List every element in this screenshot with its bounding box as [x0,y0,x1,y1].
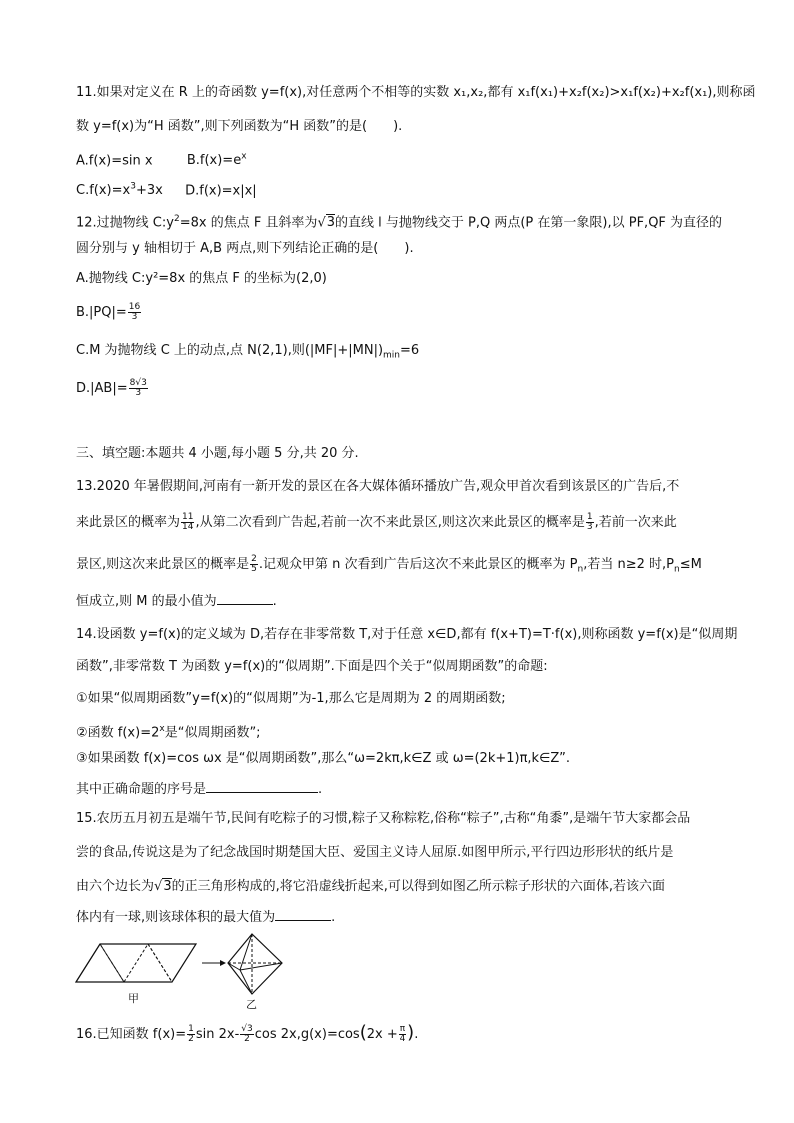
q12-option-d: D.|AB|= $\frac{8√3}{3}$ [76,378,147,398]
sqrt-3: 3 [326,215,336,231]
fraction-8sqrt3-3: $\frac{8√3}{3}$ [129,378,147,398]
q11-options-cd [76,176,721,202]
q12-option-a: A.抛物线 C:y²=8x 的焦点 F 的坐标为(2,0) [76,271,327,286]
q11-option-b: $B.f(x)=e^x$ [186,152,247,169]
fold-lines [100,944,172,982]
q14-item2: ②函数 $f(x)=2^x$是“似周期函数”; [76,724,261,741]
q12-option-c: C.M 为抛物线 C 上的动点,点 N(2,1),则$(|MF|+|MN|)_{min}=6$ [76,343,420,361]
q11-line1: 11.如果对定义在 R 上的奇函数 y=f(x),对任意两个不相等的实数 x₁,x₂,都有 x₁f(x₁)+x₂f(x₂)>x₁f(x₂)+x₂f(x₁),则称函 [76,85,756,100]
q11-option-d: D.f(x)=x|x| [185,183,257,199]
q14-line2: 函数”,非零常数 T 为函数 y=f(x)的“似周期”.下面是四个关于“似周期函数”的命题: [76,659,548,674]
q12-option-b: B.|PQ|= $\frac{16}{3}$ [76,302,141,322]
figure-caption-yi: 乙 [246,998,257,1011]
q14-item3: ③如果函数 f(x)=cos ωx 是“似周期函数”,那么“ω=2kπ,k∈Z 或 ω=(2k+1)π,k∈Z”. [76,751,570,766]
q15-line4: 体内有一球,则该球体积的最大值为 . [76,906,721,929]
arrow-head [220,960,226,966]
q13-line4: 恒成立,则 M 的最小值为 . [76,590,721,613]
q13-line3: 景区,则这次来此景区的概率是 $\frac{2}{5}$ .记观众甲第 n 次看到广告后这次不来此景区的概率为 $P_n$,若当 n≥2 时$,P_n\le M$ [76,554,702,575]
answer-blank-15[interactable] [275,906,331,921]
q15-line2: 尝的食品,传说这是为了纪念战国时期楚国大臣、爱国主义诗人屈原.如图甲所示,平行四边形形状的纸片是 [76,845,674,860]
paper-and-hexahedron-diagram [70,930,310,1000]
fraction-16-3: $\frac{16}{3}$ [128,302,141,322]
q15-line3: 由六个边长为√3的正三角形构成的,将它沿虚线折起来,可以得到如图乙所示粽子形状的六面体,若该六面 [76,879,665,894]
figure-caption-jia: 甲 [128,992,139,1005]
q14-line1: 14.设函数 y=f(x)的定义域为 D,若存在非零常数 T,对于任意 x∈D,都有 f(x+T)=T·f(x),则称函数 y=f(x)是“似周期 [76,627,738,642]
answer-blank-13[interactable] [217,590,273,605]
q15-figure [70,930,310,1004]
q11-options-ab [76,146,721,172]
answer-blank-14[interactable] [206,778,318,793]
q14-answer-line: 其中正确命题的序号是 . [76,778,721,801]
q12-line2: 圆分别与 y 轴相切于 A,B 两点,则下列结论正确的是( ). [76,241,414,256]
q12-line1: 12.过抛物线 $C:y^2=8x$ 的焦点 F 且斜率为√3的直线 l 与抛物线交于 P,Q 两点(P 在第一象限),以 PF,QF 为直径的 [76,214,723,231]
q14-item1: ①如果“似周期函数”y=f(x)的“似周期”为-1,那么它是周期为 2 的周期函数; [76,691,506,706]
q16-line: 16.已知函数 f(x)= $\frac{1}{2}$ sin 2x- $\frac{√3}{2}$ cos 2x,g(x)=cos(2x + $\frac{\pi}{4}$ ). [76,1022,419,1044]
q15-line1: 15.农历五月初五是端午节,民间有吃粽子的习惯,粽子又称粽籺,俗称“粽子”,古称“角黍”,是端午节大家都会品 [76,811,691,826]
section-3-heading: 三、填空题:本题共 4 小题,每小题 5 分,共 20 分. [76,446,359,461]
q11-option-c: $C.f(x)=x^3+3x$ [76,182,163,199]
q13-line2: 来此景区的概率为 $\frac{11}{14}$ ,从第二次看到广告起,若前一次不来此景区,则这次来此景区的概率是 $\frac{1}{3}$ ,若前一次来此 [76,512,677,532]
q11-option-a: A.f(x)=sin x [76,153,153,169]
q13-line1: 13.2020 年暑假期间,河南有一新开发的景区在各大媒体循环播放广告,观众甲首次看到该景区的广告后,不 [76,479,680,494]
q11-line2: 数 y=f(x)为“H 函数”,则下列函数为“H 函数”的是( ). [76,119,403,134]
